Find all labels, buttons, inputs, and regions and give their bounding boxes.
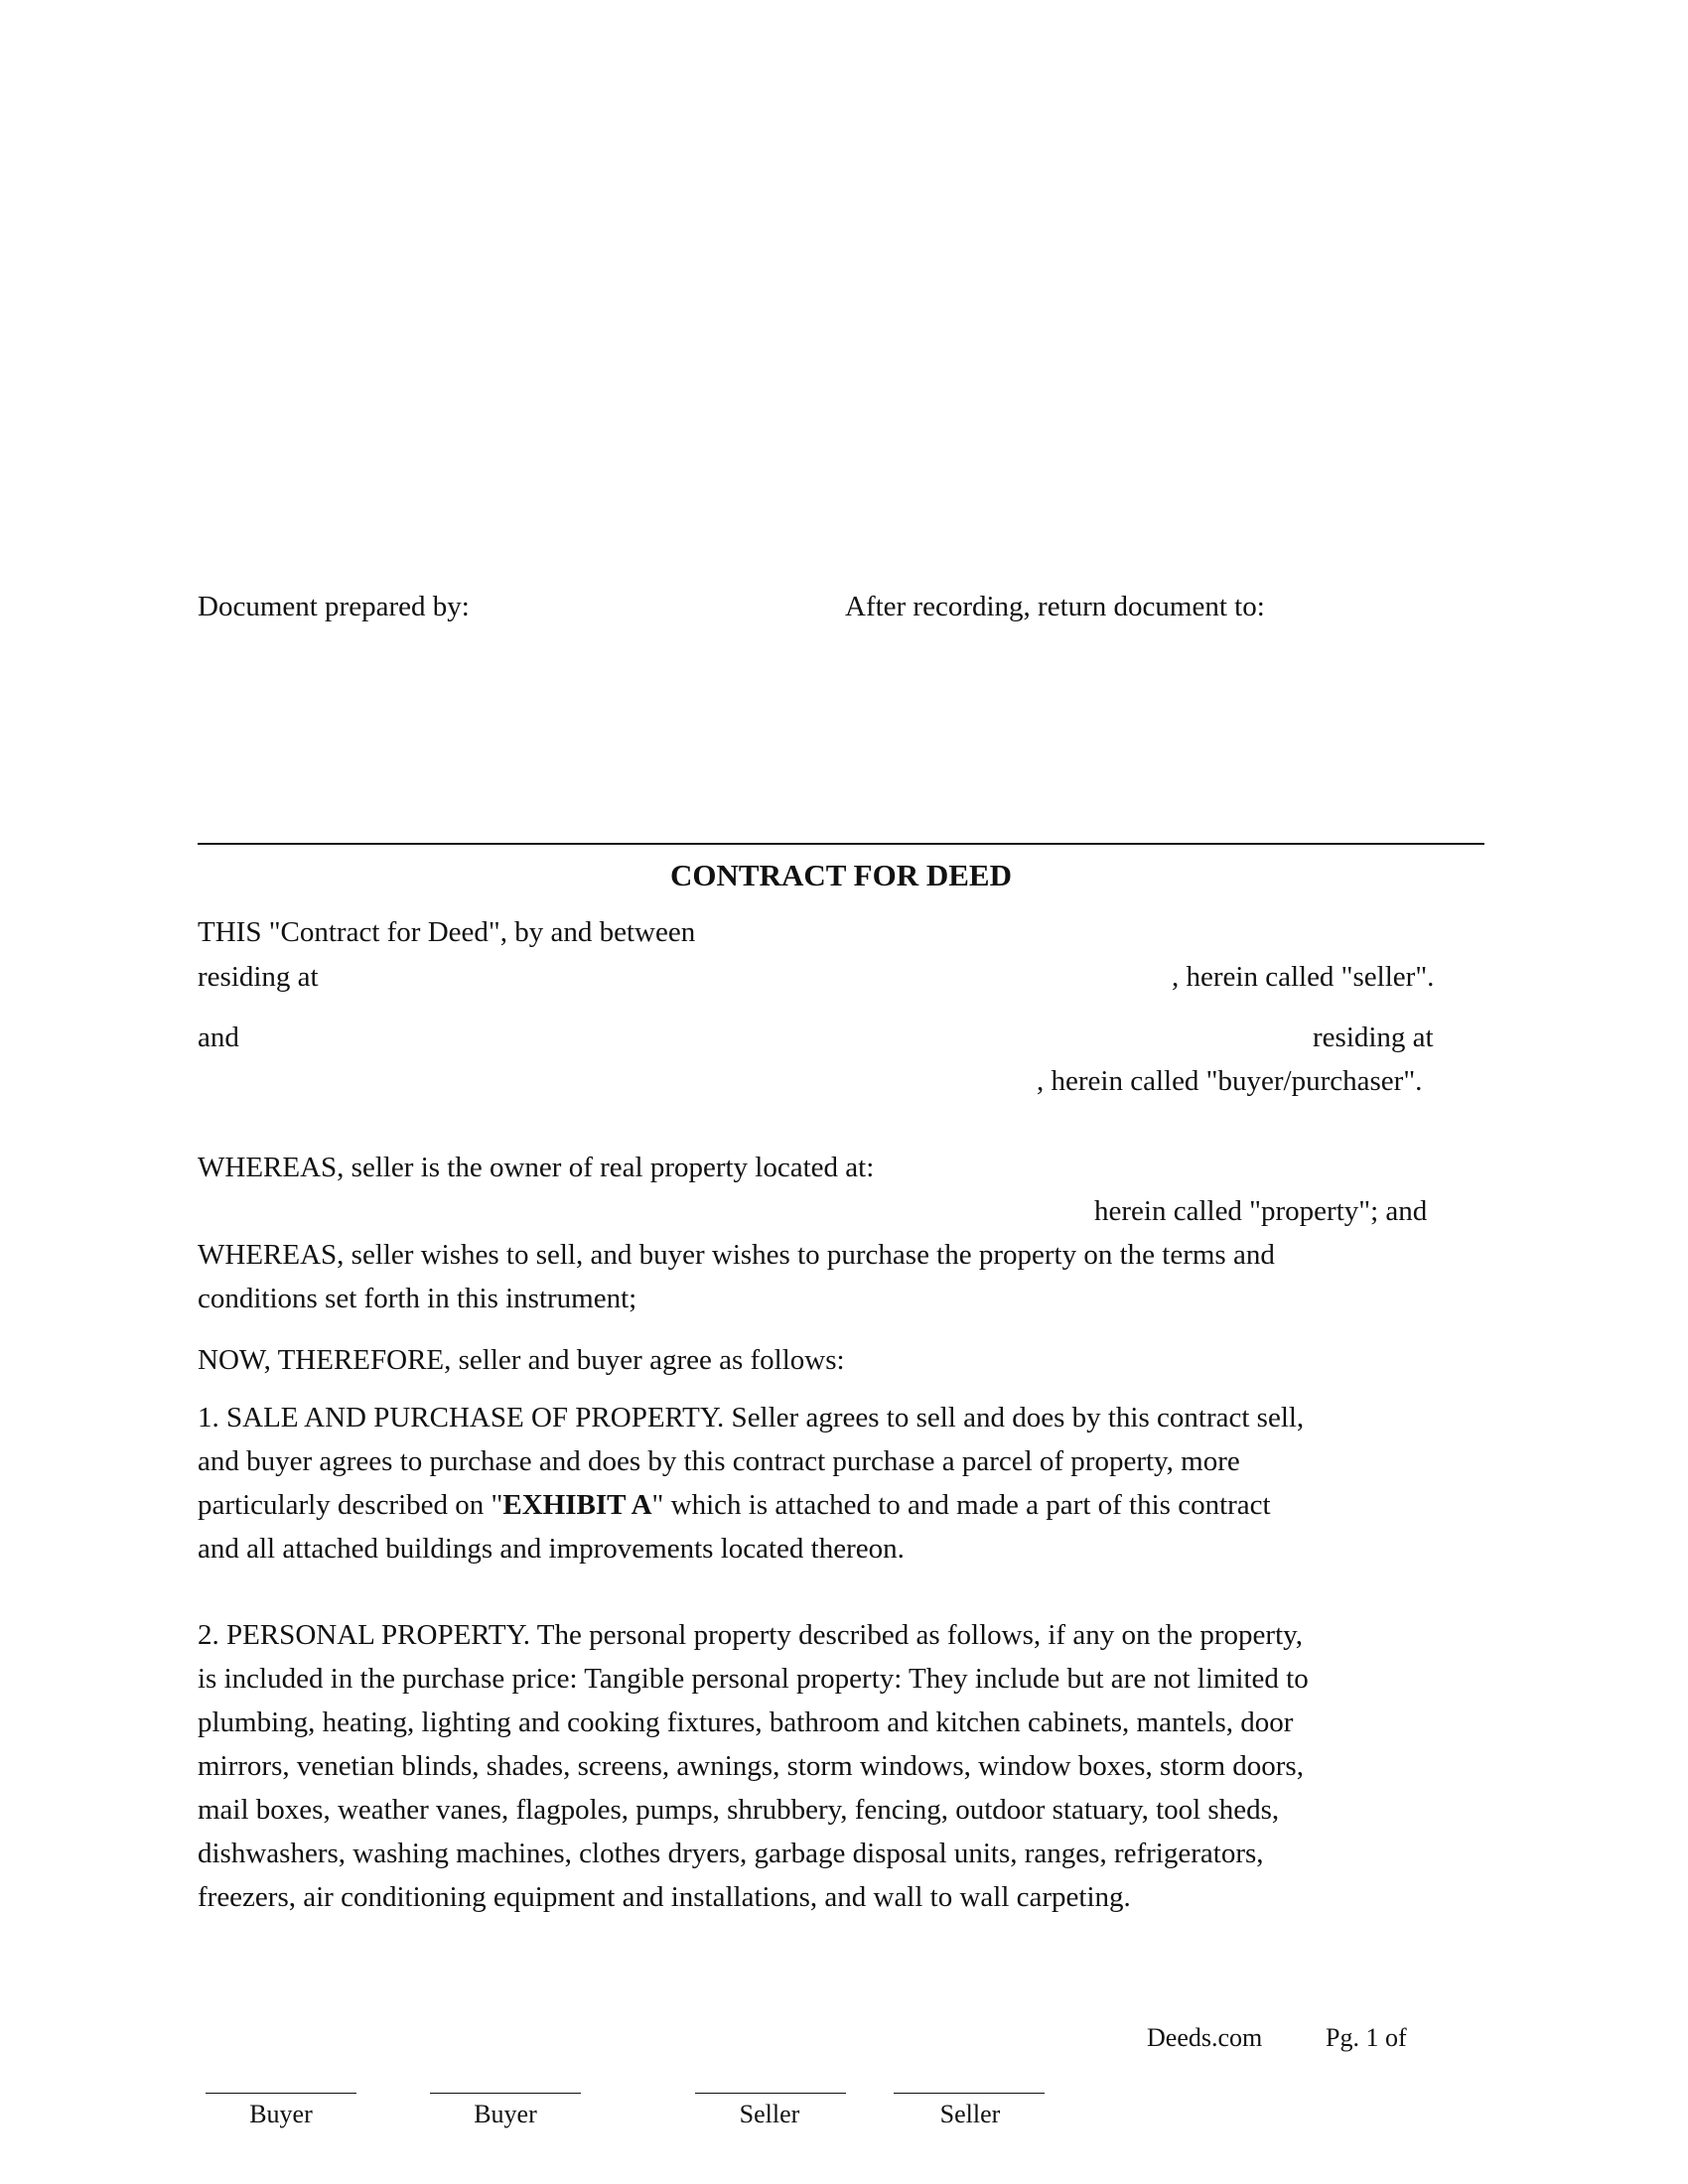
buyer-initial-label: Buyer: [249, 2100, 313, 2128]
and-label: and: [198, 1022, 239, 1053]
section-2-line: plumbing, heating, lighting and cooking fixtures, bathroom and kitchen cabinets, mantels, door: [198, 1706, 1294, 1738]
return-to-label: After recording, return document to:: [845, 591, 1265, 622]
property-called-text: herein called "property"; and: [1094, 1195, 1428, 1227]
section-2-line: dishwashers, washing machines, clothes dryers, garbage disposal units, ranges, refrigerators,: [198, 1838, 1264, 1869]
section-1-line: 1. SALE AND PURCHASE OF PROPERTY. Seller agrees to sell and does by this contract sell,: [198, 1402, 1305, 1433]
seller-initial-label: Seller: [739, 2100, 800, 2128]
prepared-by-label: Document prepared by:: [198, 591, 470, 622]
section-1-line3-post: " which is attached to and made a part of this contract: [651, 1489, 1271, 1521]
whereas-property-location: WHEREAS, seller is the owner of real property located at:: [198, 1152, 875, 1183]
section-2-line: mail boxes, weather vanes, flagpoles, pumps, shrubbery, fencing, outdoor statuary, tool sheds,: [198, 1794, 1280, 1826]
footer-site: Deeds.com: [1147, 2023, 1263, 2052]
section-1-line: and buyer agrees to purchase and does by this contract purchase a parcel of property, more: [198, 1445, 1240, 1477]
section-2-line: mirrors, venetian blinds, shades, screens, awnings, storm windows, window boxes, storm doors,: [198, 1750, 1304, 1782]
buyer-residing-label: residing at: [1313, 1022, 1434, 1053]
section-1-sale-and-purchase: [198, 1396, 1488, 1570]
title-rule: [198, 843, 1484, 845]
footer-page-number: Pg. 1 of: [1326, 2023, 1407, 2052]
whereas-sell-line1: WHEREAS, seller wishes to sell, and buyer wishes to purchase the property on the terms and: [198, 1239, 1275, 1271]
section-2-line: freezers, air conditioning equipment and installations, and wall to wall carpeting.: [198, 1881, 1131, 1913]
section-1-line: and all attached buildings and improvements located thereon.: [198, 1533, 905, 1565]
document-title: CONTRACT FOR DEED: [670, 858, 1012, 892]
whereas-sell-line2: conditions set forth in this instrument;: [198, 1283, 637, 1314]
section-1-line: [198, 1483, 1488, 1527]
buyer-initial-line[interactable]: [430, 2093, 581, 2094]
buyer-initial-label: Buyer: [474, 2100, 537, 2128]
section-2-personal-property: [198, 1613, 1488, 1919]
now-therefore-text: NOW, THEREFORE, seller and buyer agree as follows:: [198, 1344, 845, 1376]
seller-residing-label: residing at: [198, 961, 319, 993]
buyer-called-text: , herein called "buyer/purchaser".: [1037, 1065, 1423, 1097]
section-2-line: 2. PERSONAL PROPERTY. The personal property described as follows, if any on the property,: [198, 1619, 1304, 1651]
seller-initial-label: Seller: [939, 2100, 1001, 2128]
parties-intro: THIS "Contract for Deed", by and between: [198, 916, 696, 948]
seller-called-text: , herein called "seller".: [1172, 961, 1435, 993]
section-1-line3-pre: particularly described on ": [198, 1489, 503, 1521]
section-2-line: is included in the purchase price: Tangible personal property: They include but are not limited to: [198, 1663, 1309, 1695]
seller-initial-line[interactable]: [695, 2093, 846, 2094]
seller-initial-line[interactable]: [894, 2093, 1045, 2094]
buyer-initial-line[interactable]: [206, 2093, 356, 2094]
exhibit-a-reference: EXHIBIT A: [502, 1489, 652, 1521]
